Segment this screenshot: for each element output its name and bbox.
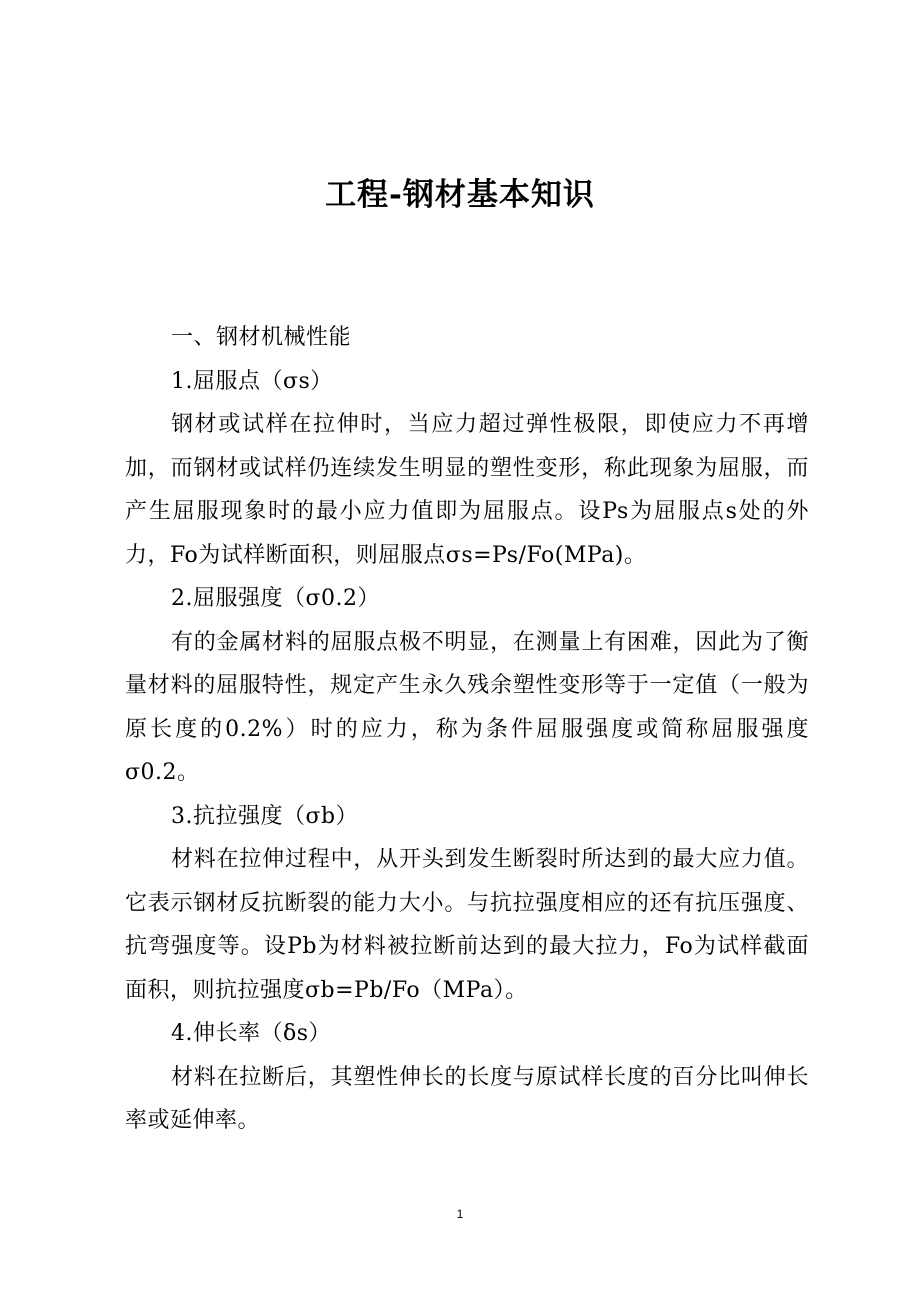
section-heading-mechanical-properties: 一、钢材机械性能: [171, 325, 352, 350]
page-number: 1: [456, 1207, 464, 1221]
subheading-yield-strength: 2.屈服强度（σ0.2）: [171, 586, 380, 611]
subheading-yield-point: 1.屈服点（σs）: [171, 368, 333, 394]
subheading-tensile-strength: 3.抗拉强度（σb）: [171, 803, 359, 829]
document-title: 工程-钢材基本知识: [325, 177, 595, 213]
subheading-elongation: 4.伸长率（δs）: [171, 1021, 332, 1046]
document-body: [125, 316, 809, 1143]
paragraph-yield-strength: 有的金属材料的屈服点极不明显，在测量上有困难，因此为了衡量材料的屈服特性，规定产生永久残余塑性变形等于一定值（一般为原长度的0.2%）时的应力，称为条件屈服强度或简称屈服强度σ0.2。: [125, 629, 809, 785]
paragraph-yield-point: 钢材或试样在拉伸时，当应力超过弹性极限，即使应力不再增加，而钢材或试样仍连续发生明显的塑性变形，称此现象为屈服，而产生屈服现象时的最小应力值即为屈服点。设Ps为屈服点s处的外力，Fo为试样断面积，则屈服点σs=Ps/Fo(MPa)。: [125, 412, 809, 568]
paragraph-tensile-strength: 材料在拉伸过程中，从开头到发生断裂时所达到的最大应力值。它表示钢材反抗断裂的能力大小。与抗拉强度相应的还有抗压强度、抗弯强度等。设Pb为材料被拉断前达到的最大拉力，Fo为试样截面面积，则抗拉强度σb=Pb/Fo（MPa）。: [125, 847, 809, 1003]
paragraph-elongation: 材料在拉断后，其塑性伸长的长度与原试样长度的百分比叫伸长率或延伸率。: [125, 1064, 809, 1133]
